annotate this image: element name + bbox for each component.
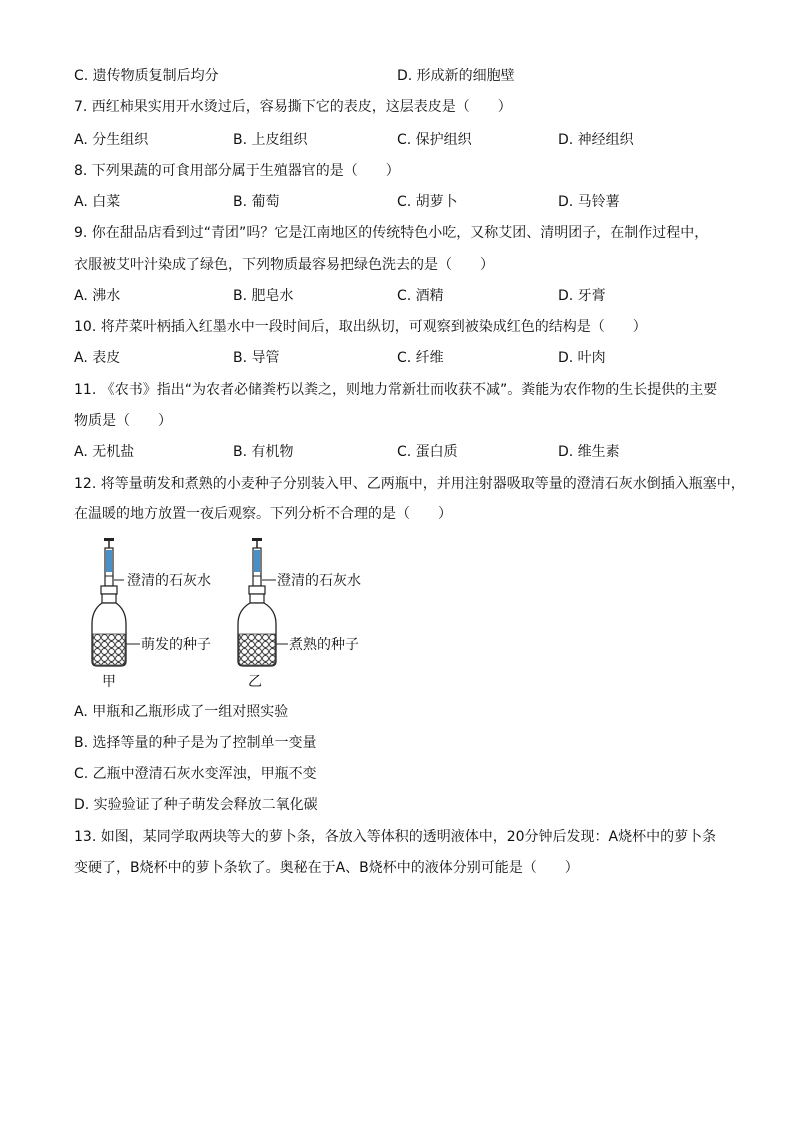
- q10-stem: 10. 将芹菜叶柄插入红墨水中一段时间后，取出纵切，可观察到被染成红色的结构是（ ）: [74, 319, 647, 335]
- q8-option-a: A. 白菜: [74, 194, 121, 210]
- q10-option-a: A. 表皮: [74, 350, 121, 366]
- q11-stem-line1: 11. 《农书》指出“为农者必储粪朽以粪之，则地力常新壮而收获不减”。粪能为农作物的生长提供的主要: [74, 382, 718, 398]
- q11-option-c: C. 蛋白质: [397, 444, 458, 460]
- q12-stem-line2: 在温暖的地方放置一夜后观察。下列分析不合理的是（ ）: [74, 506, 452, 522]
- q13-stem-line2: 变硬了，B烧杯中的萝卜条软了。奥秘在于A、B烧杯中的液体分别可能是（ ）: [74, 860, 579, 876]
- q7-option-d: D. 神经组织: [558, 132, 634, 148]
- bottle-jia-illustration: [92, 538, 140, 666]
- q12-option-d: D. 实验验证了种子萌发会释放二氧化碳: [74, 797, 318, 813]
- q10-option-c: C. 纤维: [397, 350, 444, 366]
- caption-jia: 甲: [102, 674, 116, 690]
- q11-option-d: D. 维生素: [558, 444, 620, 460]
- q12-option-a: A. 甲瓶和乙瓶形成了一组对照实验: [74, 704, 289, 720]
- q13-stem-line1: 13. 如图，某同学取两块等大的萝卜条，各放入等体积的透明液体中，20分钟后发现：A烧杯中的萝卜条: [74, 829, 717, 845]
- q9-stem-line1: 9. 你在甜品店看到过“青团”吗？它是江南地区的传统特色小吃，又称艾团、清明团子，在制作过程中，: [74, 225, 709, 241]
- q12-option-c: C. 乙瓶中澄清石灰水变浑浊，甲瓶不变: [74, 766, 317, 782]
- q6-option-c: C. 遗传物质复制后均分: [74, 68, 219, 84]
- q9-option-a: A. 沸水: [74, 288, 121, 304]
- q11-option-b: B. 有机物: [233, 444, 294, 460]
- q7-option-b: B. 上皮组织: [233, 132, 308, 148]
- q12-stem-line1: 12. 将等量萌发和煮熟的小麦种子分别装入甲、乙两瓶中，并用注射器吸取等量的澄清石灰水倒插入瓶塞中，: [74, 476, 745, 492]
- label-yi-seeds: 煮熟的种子: [289, 637, 359, 653]
- q8-stem: 8. 下列果蔬的可食用部分属于生殖器官的是（ ）: [74, 163, 400, 179]
- q9-option-b: B. 肥皂水: [233, 288, 294, 304]
- q7-stem: 7. 西红柿果实用开水烫过后，容易撕下它的表皮，这层表皮是（ ）: [74, 99, 512, 115]
- label-jia-seeds: 萌发的种子: [141, 637, 211, 653]
- q6-option-d: D. 形成新的细胞壁: [397, 68, 515, 84]
- q10-option-d: D. 叶肉: [558, 350, 606, 366]
- q12-experiment-figure: [80, 536, 380, 692]
- q8-option-c: C. 胡萝卜: [397, 194, 458, 210]
- label-yi-limewater: 澄清的石灰水: [277, 573, 361, 589]
- q12-option-b: B. 选择等量的种子是为了控制单一变量: [74, 735, 317, 751]
- q9-stem-line2: 衣服被艾叶汁染成了绿色，下列物质最容易把绿色洗去的是（ ）: [74, 257, 494, 273]
- q7-option-c: C. 保护组织: [397, 132, 472, 148]
- q8-option-d: D. 马铃薯: [558, 194, 620, 210]
- q9-option-d: D. 牙膏: [558, 288, 606, 304]
- q8-option-b: B. 葡萄: [233, 194, 280, 210]
- q10-option-b: B. 导管: [233, 350, 280, 366]
- q11-option-a: A. 无机盐: [74, 444, 135, 460]
- q7-option-a: A. 分生组织: [74, 132, 149, 148]
- q11-stem-line2: 物质是（ ）: [74, 413, 172, 429]
- label-jia-limewater: 澄清的石灰水: [127, 573, 211, 589]
- caption-yi: 乙: [248, 674, 262, 690]
- q9-option-c: C. 酒精: [397, 288, 444, 304]
- bottle-yi-illustration: [238, 538, 288, 666]
